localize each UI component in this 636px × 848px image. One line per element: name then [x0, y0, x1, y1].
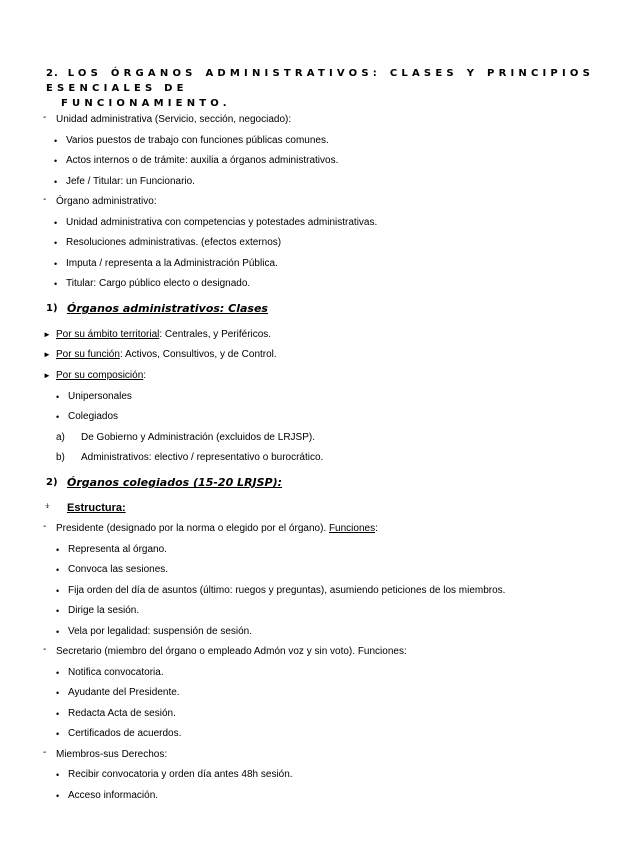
list-item: • Resoluciones administrativas. (efectos externos)	[54, 237, 282, 248]
dash-marker: -	[43, 644, 47, 655]
dash-marker: -	[43, 747, 47, 758]
list-item: • Recibir convocatoria y orden día antes 48h sesión.	[56, 769, 293, 780]
bullet-icon: •	[54, 218, 58, 228]
list-item: • Redacta Acta de sesión.	[56, 708, 176, 719]
document-title	[46, 66, 594, 111]
list-item: • Varios puestos de trabajo con funciones públicas comunes.	[54, 135, 329, 146]
list-item: • Representa al órgano.	[56, 544, 167, 555]
list-item: • Dirige la sesión.	[56, 605, 140, 616]
bullet-icon: •	[56, 545, 60, 555]
list-item: b) Administrativos: electivo / representativo o burocrático.	[56, 452, 324, 463]
bullet-icon: •	[56, 668, 60, 678]
list-item: • Unidad administrativa con competencias y potestades administrativas.	[54, 217, 378, 228]
bullet-icon: •	[56, 688, 60, 698]
list-item: • Fija orden del día de asuntos (último: ruegos y preguntas), asumiendo peticiones de los miembros.	[56, 585, 506, 596]
list-item: • Colegiados	[56, 411, 119, 422]
list-item: • Convoca las sesiones.	[56, 564, 169, 575]
list-item: • Imputa / representa a la Administración Pública.	[54, 258, 278, 269]
estructura-heading: Estructura:	[67, 502, 126, 514]
bullet-icon: •	[54, 136, 58, 146]
list-item: • Unipersonales	[56, 391, 132, 402]
dash-marker: -	[43, 112, 47, 123]
bullet-icon: •	[56, 565, 60, 575]
title-line1: LOS ÓRGANOS ADMINISTRATIVOS: CLASES Y PRINCIPIOS ESENCIALES DE	[46, 68, 594, 94]
section2-heading: 2) Órganos colegiados (15-20 LRJSP):	[46, 476, 283, 489]
bullet-icon: •	[56, 606, 60, 616]
bullet-icon: •	[54, 238, 58, 248]
bullet-icon: •	[56, 627, 60, 637]
presidente-heading: - Presidente (designado por la norma o elegido por el órgano). Funciones:	[43, 521, 378, 534]
list-item: • Acceso información.	[56, 790, 159, 801]
arrow-bullet-icon: ►	[43, 371, 51, 380]
list-item: • Notifica convocatoria.	[56, 667, 164, 678]
bullet-icon: •	[54, 259, 58, 269]
arrow-bullet-icon: ►	[43, 330, 51, 339]
title-number: 2.	[46, 68, 59, 79]
bullet-icon: •	[56, 412, 60, 422]
section1-heading: 1) Órganos administrativos: Clases	[46, 302, 268, 315]
bullet-icon: •	[56, 729, 60, 739]
list-item: • Actos internos o de trámite: auxilia a órganos administrativos.	[54, 155, 339, 166]
bullet-icon: •	[56, 791, 60, 801]
bullet-icon: •	[54, 156, 58, 166]
list-item: • Vela por legalidad: suspensión de sesión.	[56, 626, 253, 637]
bullet-icon: •	[56, 392, 60, 402]
dash-marker: -	[43, 194, 47, 205]
organo-heading: - Órgano administrativo:	[43, 194, 157, 207]
list-item: a) De Gobierno y Administración (excluidos de LRJSP).	[56, 432, 315, 443]
bullet-icon: •	[56, 586, 60, 596]
dash-marker: -	[43, 521, 47, 532]
bullet-icon: •	[56, 770, 60, 780]
bullet-icon: •	[54, 177, 58, 187]
bullet-icon: •	[56, 709, 60, 719]
unidad-heading: - Unidad administrativa (Servicio, sección, negociado):	[43, 112, 292, 125]
miembros-heading: - Miembros-sus Derechos:	[43, 747, 168, 760]
list-item: • Titular: Cargo público electo o designado.	[54, 278, 251, 289]
list-item: ► Por su composición:	[43, 370, 147, 381]
list-item: ► Por su ámbito territorial: Centrales, y Periféricos.	[43, 329, 272, 340]
pushpin-icon: ⍖	[44, 500, 51, 512]
list-item: ► Por su función: Activos, Consultivos, y de Control.	[43, 349, 277, 360]
list-item: • Jefe / Titular: un Funcionario.	[54, 176, 195, 187]
list-item: • Certificados de acuerdos.	[56, 728, 182, 739]
list-item: • Ayudante del Presidente.	[56, 687, 180, 698]
secretario-heading: - Secretario (miembro del órgano o empleado Admón voz y sin voto). Funciones:	[43, 644, 407, 657]
bullet-icon: •	[54, 279, 58, 289]
arrow-bullet-icon: ►	[43, 350, 51, 359]
title-line2: FUNCIONAMIENTO.	[61, 98, 231, 109]
